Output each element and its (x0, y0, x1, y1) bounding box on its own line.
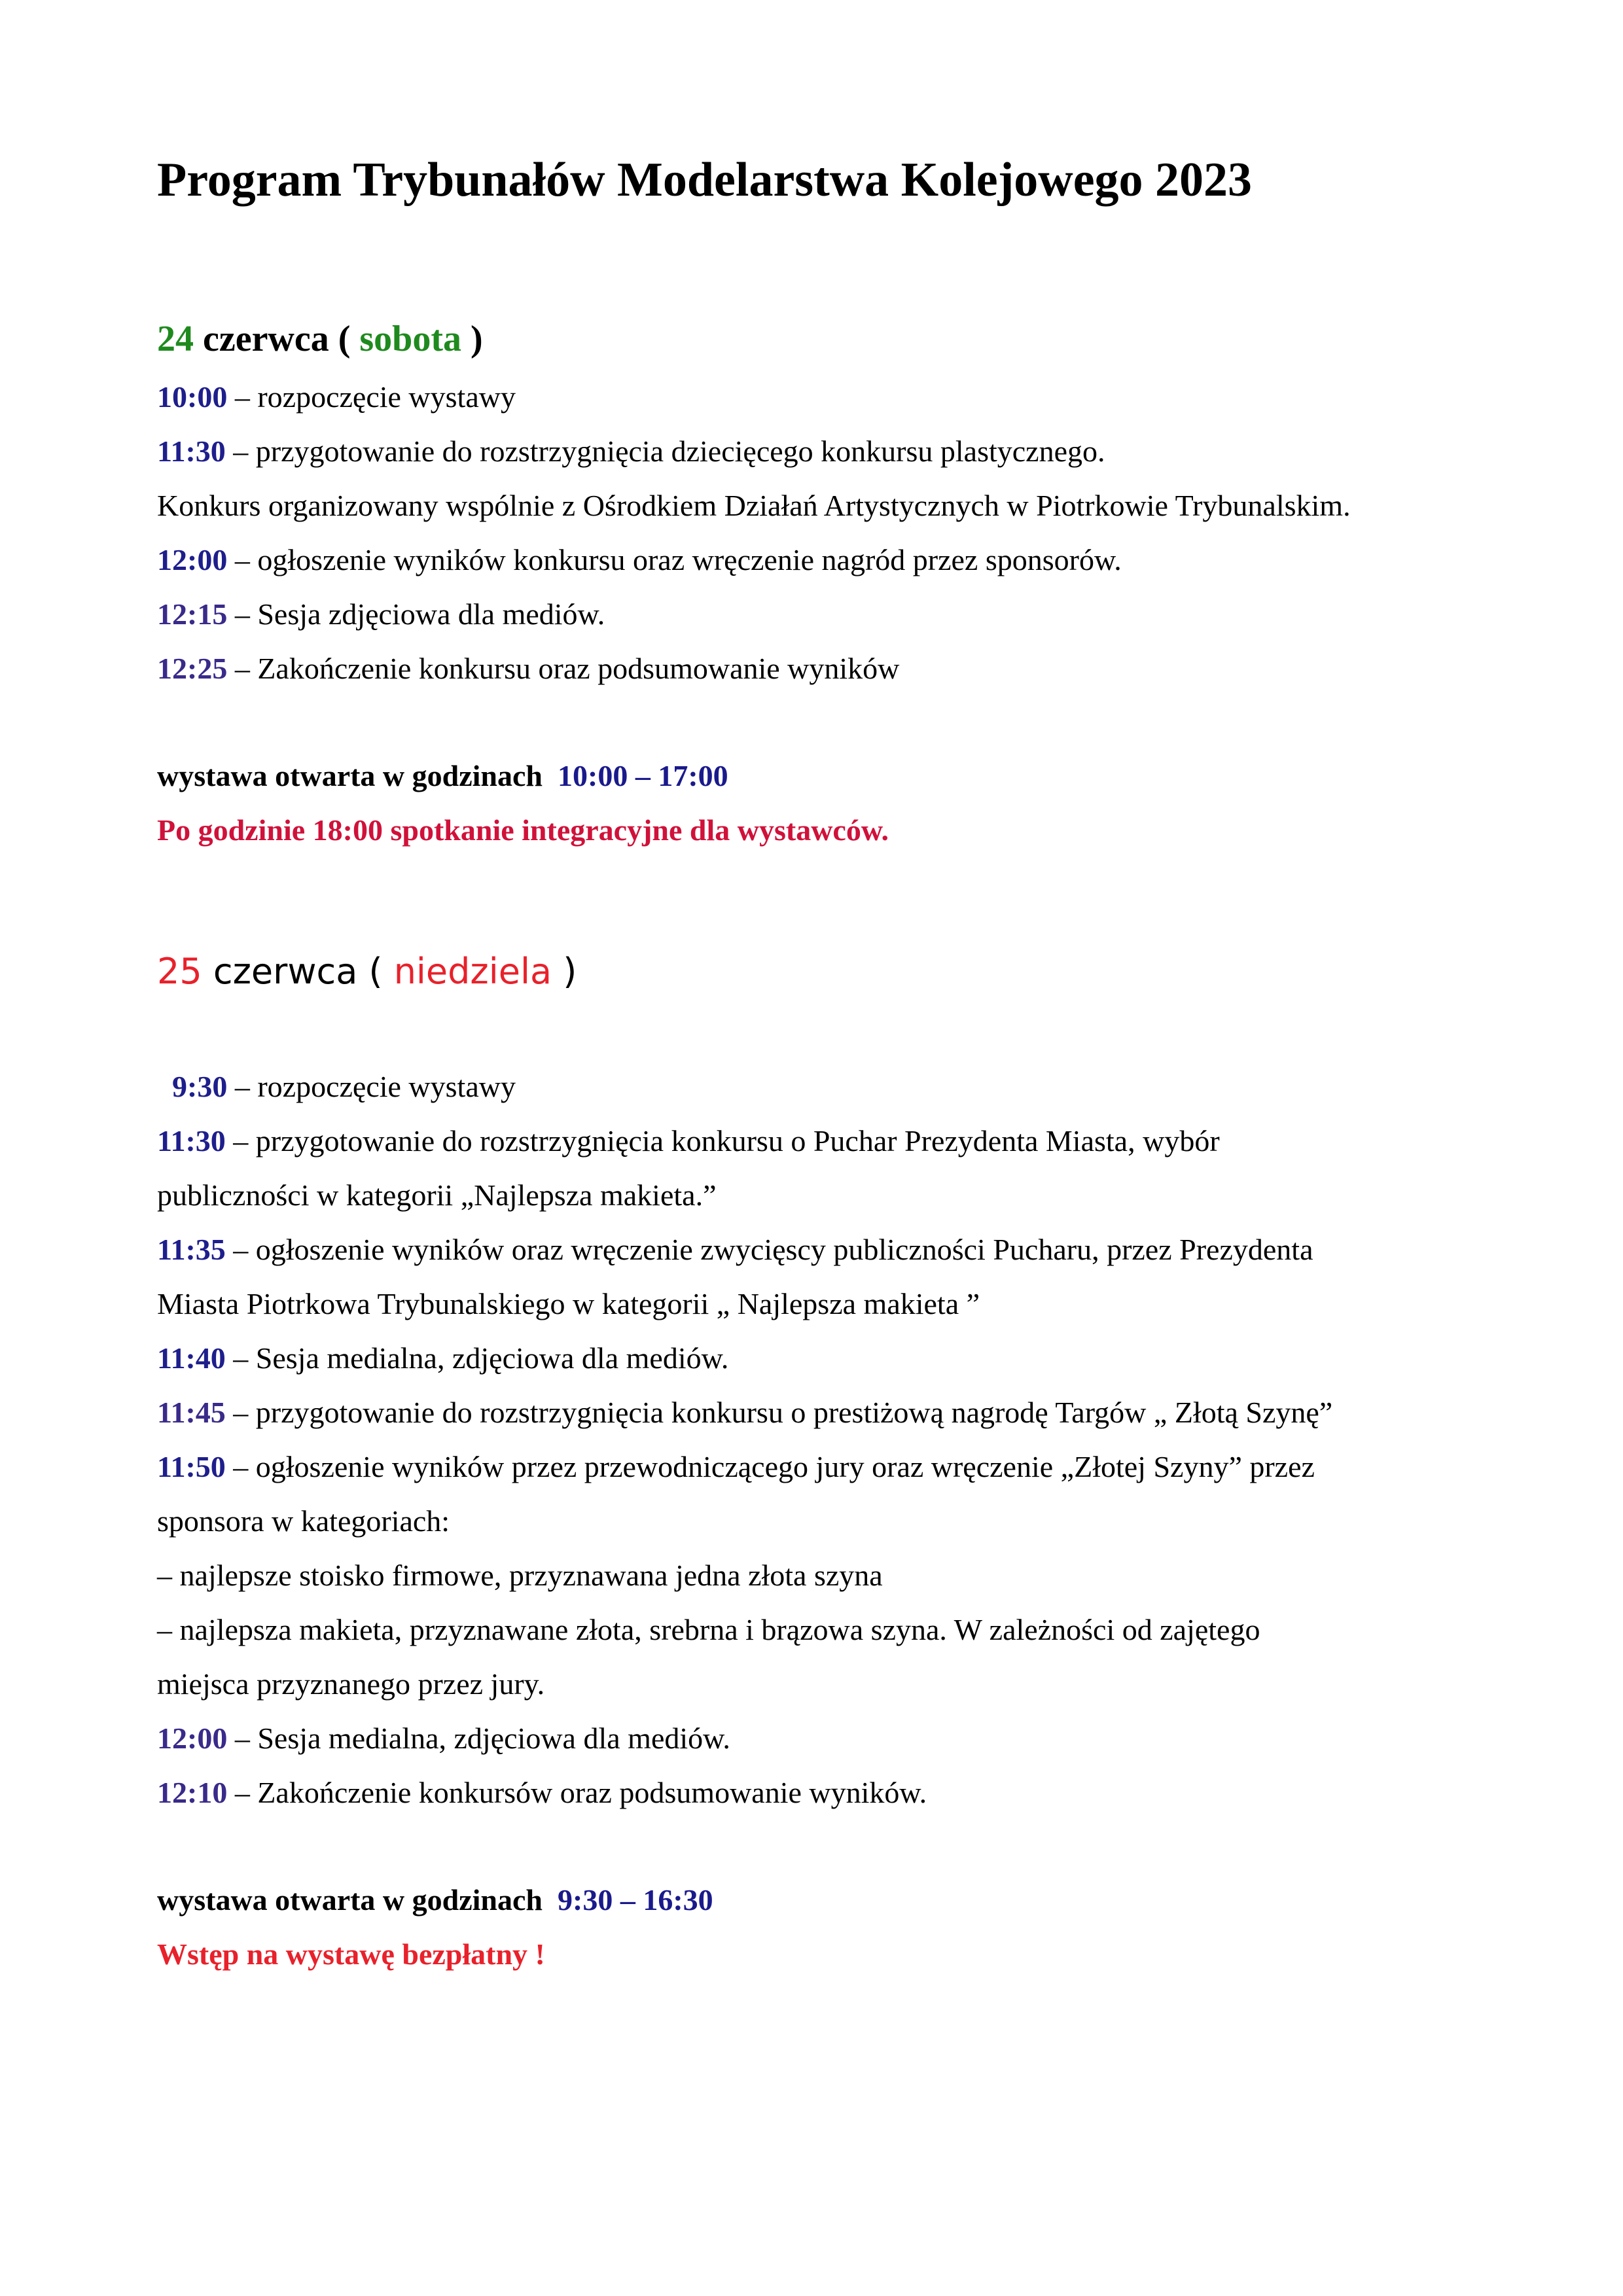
day2-item-3 (157, 1235, 1313, 1265)
item-text: – najlepsza makieta, przyznawane złota, srebrna i brązowa szyna. W zależności od zajętego (157, 1613, 1260, 1646)
time-label: 11:30 (157, 434, 226, 468)
day1-item-3 (157, 545, 1122, 575)
hours-label: wystawa otwarta w godzinach (157, 1883, 550, 1916)
item-text: – Zakończenie konkursów oraz podsumowanie wyników. (227, 1776, 927, 1809)
item-text: – ogłoszenie wyników oraz wręczenie zwycięscy publiczności Pucharu, przez Prezydenta (225, 1233, 1313, 1266)
time-label: 12:00 (157, 1722, 228, 1755)
day2-hours (157, 1885, 713, 1915)
time-label: 9:30 (157, 1070, 228, 1103)
time-label: 11:45 (157, 1396, 226, 1429)
hours-value: 10:00 – 17:00 (550, 759, 728, 792)
day1-hours (157, 761, 728, 791)
item-text: – ogłoszenie wyników przez przewodniczącego jury oraz wręczenie „Złotej Szyny” przez (225, 1450, 1315, 1483)
item-text: sponsora w kategoriach: (157, 1504, 450, 1538)
item-text: – Sesja medialna, zdjęciowa dla mediów. (225, 1341, 729, 1375)
item-text: – przygotowanie do rozstrzygnięcia dziecięcego konkursu plastycznego. (225, 434, 1105, 468)
day2-item-8 (157, 1506, 450, 1536)
day2-item-12 (157, 1723, 730, 1754)
document-page (157, 0, 1492, 2296)
day2-item-6 (157, 1398, 1332, 1428)
day2-date-word: czerwca ( (202, 951, 394, 992)
day2-item-9 (157, 1561, 883, 1591)
day2-item-4 (157, 1289, 980, 1319)
time-label: 11:50 (157, 1450, 226, 1483)
hours-label: wystawa otwarta w godzinach (157, 759, 550, 792)
day2-item-10 (157, 1615, 1260, 1645)
item-text: – rozpoczęcie wystawy (227, 1070, 516, 1103)
time-label: 12:00 (157, 543, 228, 576)
item-text: miejsca przyznanego przez jury. (157, 1667, 545, 1701)
day1-date-word: czerwca ( (194, 319, 360, 359)
day1-weekday: sobota (359, 319, 461, 359)
day2-item-0 (157, 1072, 516, 1102)
day2-item-11 (157, 1669, 544, 1699)
time-label: 11:30 (157, 1124, 226, 1157)
day2-item-2 (157, 1180, 716, 1210)
hours-value: 9:30 – 16:30 (550, 1883, 713, 1916)
day1-note: Po godzinie 18:00 spotkanie integracyjne dla wystawców. (157, 813, 889, 847)
day2-close: ) (552, 951, 577, 992)
day2-note: Wstęp na wystawę bezpłatny ! (157, 1937, 545, 1971)
day2-item-1 (157, 1126, 1220, 1156)
day1-item-5 (157, 654, 899, 684)
day2-heading (157, 951, 577, 992)
day1-item-0 (157, 382, 516, 412)
document-title: Program Trybunałów Modelarstwa Kolejowego 2023 (157, 153, 1253, 207)
day2-date-number: 25 (157, 951, 202, 992)
time-label: 11:35 (157, 1233, 226, 1266)
time-label: 11:40 (157, 1341, 226, 1375)
item-text: – przygotowanie do rozstrzygnięcia konkursu o prestiżową nagrodę Targów „ Złotą Szynę” (225, 1396, 1333, 1429)
day1-item-1 (157, 436, 1105, 467)
item-text: – Sesja zdjęciowa dla mediów. (227, 597, 605, 631)
time-label: 12:25 (157, 652, 228, 685)
item-text: – Zakończenie konkursu oraz podsumowanie wyników (227, 652, 900, 685)
time-label: 12:10 (157, 1776, 228, 1809)
item-text: – Sesja medialna, zdjęciowa dla mediów. (227, 1722, 730, 1755)
day2-item-13 (157, 1778, 927, 1808)
day2-weekday: niedziela (393, 951, 552, 992)
time-label: 12:15 (157, 597, 228, 631)
item-text: Miasta Piotrkowa Trybunalskiego w kategorii „ Najlepsza makieta ” (157, 1287, 980, 1320)
item-text: – najlepsze stoisko firmowe, przyznawana jedna złota szyna (157, 1559, 883, 1592)
day1-item-2 (157, 491, 1351, 521)
day2-item-7 (157, 1452, 1315, 1482)
day2-item-5 (157, 1343, 728, 1373)
item-text: – ogłoszenie wyników konkursu oraz wręczenie nagród przez sponsorów. (227, 543, 1122, 576)
day1-close: ) (461, 319, 483, 359)
item-text: publiczności w kategorii „Najlepsza makieta.” (157, 1178, 717, 1212)
day1-item-4 (157, 599, 605, 629)
item-text: Konkurs organizowany wspólnie z Ośrodkiem Działań Artystycznych w Piotrkowie Trybunalskim. (157, 489, 1351, 522)
item-text: – rozpoczęcie wystawy (227, 380, 516, 414)
day1-heading (157, 321, 483, 357)
day1-date-number: 24 (157, 319, 194, 359)
time-label: 10:00 (157, 380, 228, 414)
item-text: – przygotowanie do rozstrzygnięcia konkursu o Puchar Prezydenta Miasta, wybór (225, 1124, 1220, 1157)
